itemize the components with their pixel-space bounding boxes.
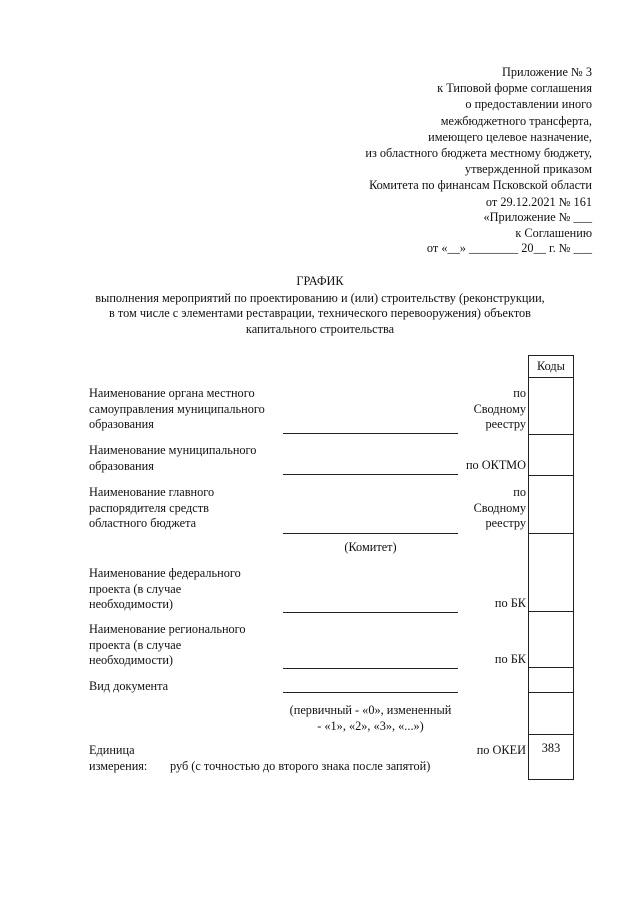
title-sub-line: выполнения мероприятий по проектированию и (или) строительству (реконструкции,	[95, 290, 545, 305]
okei-code-value: 383	[541, 741, 561, 755]
label-line: образования	[89, 417, 154, 431]
codes-row-divider	[528, 377, 573, 378]
appendix-header	[232, 64, 592, 210]
unit-label-1: Единица	[89, 743, 135, 757]
municipality-input-line[interactable]	[283, 474, 458, 475]
agreement-appendix-no: «Приложение № ___	[483, 210, 592, 224]
label-line: необходимости)	[89, 597, 174, 611]
code-label-line: по	[513, 386, 526, 400]
federal-project-input-line[interactable]	[283, 612, 458, 613]
agreement-date-no: от «__» ________ 20__ г. № ___	[426, 241, 592, 255]
codes-row-divider	[528, 667, 573, 668]
label-line: образования	[89, 458, 154, 473]
document-title	[60, 274, 580, 337]
unit-value: руб (с точностью до второго знака после запятой)	[170, 759, 431, 773]
code-label-line: Сводному	[473, 401, 526, 416]
regional-project-code-label: по БК	[494, 652, 526, 666]
distributor-code-label	[440, 485, 526, 532]
okei-code-label: по ОКЕИ	[476, 743, 526, 757]
note-line: - «1», «2», «3», «...»)	[317, 718, 424, 733]
appendix-line: от 29.12.2021 № 161	[485, 194, 592, 209]
appendix-line: к Типовой форме соглашения	[437, 81, 592, 96]
codes-row-divider	[528, 475, 573, 476]
distributor-value: (Комитет)	[344, 540, 397, 554]
code-label-line: по	[513, 485, 526, 499]
codes-header: Коды	[537, 359, 565, 373]
label-line: Наименование федерального	[89, 566, 241, 580]
unit-label-2: измерения:	[89, 759, 148, 773]
regional-project-input-line[interactable]	[283, 668, 458, 669]
label-line: Наименование главного	[89, 485, 215, 499]
document-type-label: Вид документа	[89, 679, 169, 693]
codes-bottom-border	[528, 779, 573, 780]
appendix-line: межбюджетного трансферта,	[440, 113, 592, 128]
codes-row-divider	[528, 434, 573, 435]
codes-row-divider	[528, 611, 573, 612]
document-type-note	[273, 703, 468, 734]
label-line: Наименование органа местного	[89, 386, 255, 400]
municipal-body-code-label	[440, 386, 526, 433]
codes-right-border	[573, 355, 574, 780]
label-line: проекта (в случае	[89, 581, 182, 596]
title-sub-line: капитального строительства	[245, 321, 395, 336]
agreement-reference	[292, 210, 592, 257]
label-line: Наименование муниципального	[89, 443, 257, 457]
label-line: распорядителя средств	[89, 500, 209, 515]
appendix-line: из областного бюджета местному бюджету,	[365, 146, 592, 161]
distributor-input-line[interactable]	[283, 533, 458, 534]
appendix-line: Комитета по финансам Псковской области	[369, 178, 592, 193]
label-line: необходимости)	[89, 653, 174, 667]
codes-left-border	[528, 355, 529, 780]
appendix-line: о предоставлении иного	[465, 97, 592, 112]
appendix-line: утвержденной приказом	[464, 162, 592, 177]
municipality-code-label: по ОКТМО	[465, 458, 526, 472]
note-line: (первичный - «0», измененный	[289, 703, 452, 717]
label-line: самоуправления муниципального	[89, 401, 265, 416]
appendix-line: имеющего целевое назначение,	[428, 129, 592, 144]
label-line: областного бюджета	[89, 516, 197, 530]
codes-top-border	[528, 355, 573, 356]
federal-project-code-label: по БК	[494, 596, 526, 610]
agreement-to: к Соглашению	[515, 225, 592, 240]
municipality-label	[89, 443, 256, 474]
code-label-line: Сводному	[473, 500, 526, 515]
codes-row-divider	[528, 734, 573, 735]
municipal-body-input-line[interactable]	[283, 433, 458, 434]
federal-project-label	[89, 566, 241, 613]
code-label-line: реестру	[485, 417, 526, 431]
codes-row-divider	[528, 692, 573, 693]
regional-project-label	[89, 622, 246, 669]
document-type-input-line[interactable]	[283, 692, 458, 693]
label-line: Наименование регионального	[89, 622, 246, 636]
municipal-body-label	[89, 386, 265, 433]
code-label-line: реестру	[485, 516, 526, 530]
label-line: проекта (в случае	[89, 637, 182, 652]
title-sub-line: в том числе с элементами реставрации, технического перевооружения) объектов	[109, 306, 531, 320]
title-main: ГРАФИК	[296, 274, 344, 288]
distributor-label	[89, 485, 214, 532]
appendix-line: Приложение № 3	[501, 65, 592, 79]
codes-row-divider	[528, 533, 573, 534]
